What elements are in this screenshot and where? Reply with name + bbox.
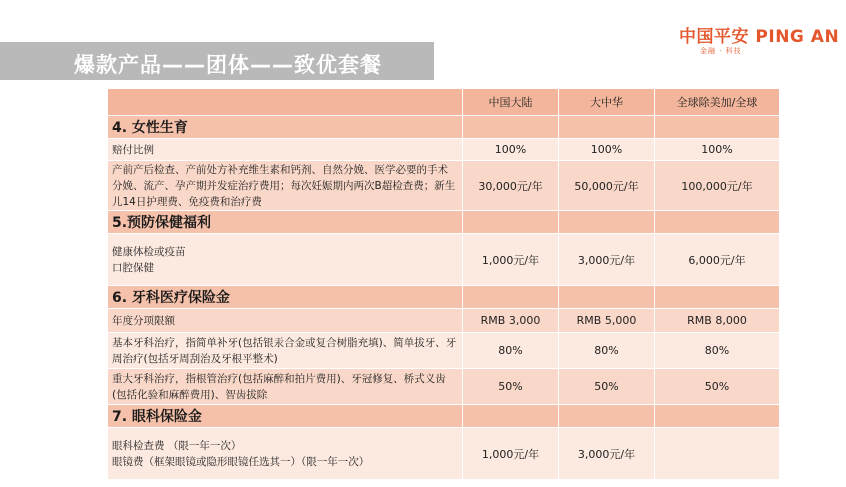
cell-value: 3,000元/年 — [559, 234, 655, 286]
row-label-group — [108, 234, 463, 286]
logo-english: PING AN — [755, 27, 840, 47]
cell-value: 6,000元/年 — [655, 234, 780, 286]
cell-value: 80% — [559, 333, 655, 369]
table-row — [108, 428, 780, 480]
header-mainland: 中国大陆 — [463, 89, 559, 116]
cell-value: 50,000元/年 — [559, 161, 655, 211]
cell-value: 1,000元/年 — [463, 428, 559, 480]
logo-tagline: 金融 · 科技 — [700, 47, 742, 55]
row-label: 基本牙科治疗，指简单补牙(包括银汞合金或复合树脂充填)、简单拔牙、牙周治疗(包括牙周刮治及牙根平整术) — [108, 333, 463, 369]
benefit-table — [107, 88, 780, 480]
row-label: 重大牙科治疗，指根管治疗(包括麻醉和拍片费用)、牙冠修复、桥式义齿(包括化验和麻醉费用)、智齿拔除 — [108, 369, 463, 405]
logo-text — [679, 22, 845, 47]
row-label-group — [108, 428, 463, 480]
table-row — [108, 369, 780, 405]
cell-value: 30,000元/年 — [463, 161, 559, 211]
row-label: 眼镜费（框架眼镜或隐形眼镜任选其一）（限一年一次） — [112, 455, 370, 468]
section-title-prevention: 5.预防保健福利 — [108, 211, 463, 234]
cell-value: RMB 5,000 — [559, 309, 655, 333]
table-row — [108, 161, 780, 211]
cell-value: 80% — [655, 333, 780, 369]
section-title-vision: 7. 眼科保险金 — [108, 405, 463, 428]
row-label: 产前产后检查、产前处方补充维生素和钙剂、自然分娩、医学必要的手术分娩、流产、孕产期并发症治疗费用；每次妊娠期内两次B超检查费；新生儿14日护理费、免疫费和治疗费 — [108, 161, 463, 211]
row-label: 口腔保健 — [112, 261, 154, 274]
cell-value: RMB 3,000 — [463, 309, 559, 333]
row-label: 赔付比例 — [108, 139, 463, 161]
cell-value: 80% — [463, 333, 559, 369]
cell-value: 100,000元/年 — [655, 161, 780, 211]
row-label: 年度分项限额 — [108, 309, 463, 333]
cell-value: RMB 8,000 — [655, 309, 780, 333]
section-row — [108, 405, 780, 428]
cell-value: 50% — [463, 369, 559, 405]
pingan-logo — [679, 22, 845, 62]
section-row — [108, 286, 780, 309]
logo-chinese: 中国平安 — [679, 27, 749, 47]
section-row — [108, 211, 780, 234]
cell-value: 100% — [463, 139, 559, 161]
cell-value: 1,000元/年 — [463, 234, 559, 286]
header-blank — [108, 89, 463, 116]
row-label: 眼科检查费 （限一年一次） — [112, 439, 242, 452]
table-row — [108, 234, 780, 286]
section-title-dental: 6. 牙科医疗保险金 — [108, 286, 463, 309]
table-row — [108, 139, 780, 161]
table-row — [108, 309, 780, 333]
cell-value: 100% — [655, 139, 780, 161]
table-row — [108, 333, 780, 369]
table-header-row — [108, 89, 780, 116]
header-greater-china: 大中华 — [559, 89, 655, 116]
cell-value — [655, 428, 780, 480]
cell-value: 100% — [559, 139, 655, 161]
cell-value: 50% — [559, 369, 655, 405]
header-global: 全球除美加/全球 — [655, 89, 780, 116]
cell-value: 3,000元/年 — [559, 428, 655, 480]
page-title: 爆款产品——团体——致优套餐 — [74, 53, 382, 77]
section-title-maternity: 4. 女性生育 — [108, 116, 463, 139]
row-label: 健康体检或疫苗 — [112, 245, 186, 258]
cell-value: 50% — [655, 369, 780, 405]
section-row — [108, 116, 780, 139]
